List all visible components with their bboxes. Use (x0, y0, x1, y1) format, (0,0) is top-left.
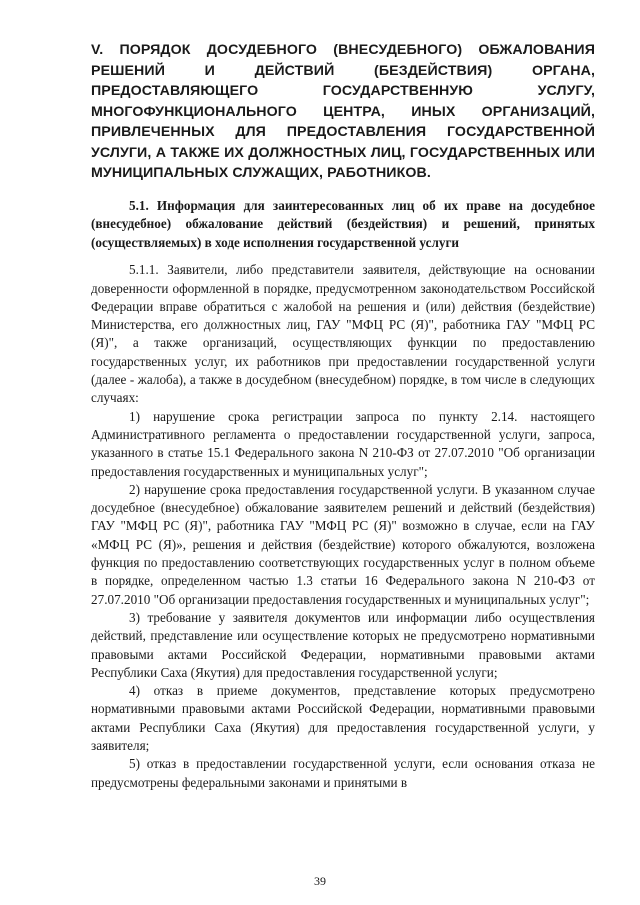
list-item-5: 5) отказ в предоставлении государственной услуги, если основания отказа не предусмотрены федеральными законами и принятыми в (91, 756, 595, 790)
document-page (91, 40, 595, 792)
list-item-3: 3) требование у заявителя документов или информации либо осуществления действий, представление или осуществление которых не предусмотрено нормативными правовыми актами Российской Федерации, нормативными правовыми актами Республики Саха (Якутия) для предоставления государственной услуги; (91, 609, 595, 680)
body-text (91, 261, 595, 792)
list-item-1: 1) нарушение срока регистрации запроса по пункту 2.14. настоящего Административного регламента о предоставлении государственной услуги, запроса, указанного в статье 15.1 Федерального закона N 210-ФЗ от 27.07.2010 "Об организации предоставления государственных и муниципальных услуг"; (91, 408, 595, 479)
paragraph-5-1-1: 5.1.1. Заявители, либо представители заявителя, действующие на основании доверенности оформленной в порядке, предусмотренном законодательством Российской Федерации вправе обратиться с жалобой на решения и (или) действия (бездействие) Министерства, его должностных лиц, ГАУ "МФЦ РС (Я)", работника ГАУ "МФЦ РС (Я)", а также организаций, осуществляющих функции по предоставлению государственных услуг, их работников при предоставлении государственной услуги (далее - жалоба), а также в досудебном (внесудебном) порядке, в том числе в следующих случаях: (91, 262, 595, 406)
list-item-4: 4) отказ в приеме документов, представление которых предусмотрено нормативными правовыми актами Российской Федерации, нормативными правовыми актами Республики Саха (Якутия) для предоставления государственной услуги, у заявителя; (91, 683, 595, 753)
section-heading: V. ПОРЯДОК ДОСУДЕБНОГО (ВНЕСУДЕБНОГО) ОБЖАЛОВАНИЯ РЕШЕНИЙ И ДЕЙСТВИЙ (БЕЗДЕЙСТВИЯ) ОРГАНА, ПРЕДОСТАВЛЯЮЩЕГО ГОСУДАРСТВЕННУЮ УСЛУГУ, МНОГОФУНКЦИОНАЛЬНОГО ЦЕНТРА, ИНЫХ ОРГАНИЗАЦИЙ, ПРИВЛЕЧЕННЫХ ДЛЯ ПРЕДОСТАВЛЕНИЯ ГОСУДАРСТВЕННОЙ УСЛУГИ, А ТАКЖЕ ИХ ДОЛЖНОСТНЫХ ЛИЦ, ГОСУДАРСТВЕННЫХ ИЛИ МУНИЦИПАЛЬНЫХ СЛУЖАЩИХ, РАБОТНИКОВ. (91, 42, 595, 181)
subsection-heading: 5.1. Информация для заинтересованных лиц об их праве на досудебное (внесудебное) обжалование действий (бездействия) и решений, принятых (осуществляемых) в ходе исполнения государственной услуги (91, 197, 595, 250)
page-number: 39 (314, 874, 326, 888)
list-item-2: 2) нарушение срока предоставления государственной услуги. В указанном случае досудебное (внесудебное) обжалование заявителем решений и действий (бездействия) ГАУ "МФЦ РС (Я)", работника ГАУ "МФЦ РС (Я)" возможно в случае, если на ГАУ «МФЦ РС (Я)», решения и действия (бездействие) которого обжалуются, возложена функция по предоставлению соответствующих государственных услуг в полном объеме в порядке, определенном частью 1.3 статьи 16 Федерального закона N 210-ФЗ от 27.07.2010 "Об организации предоставления государственных и муниципальных услуг"; (91, 481, 595, 607)
